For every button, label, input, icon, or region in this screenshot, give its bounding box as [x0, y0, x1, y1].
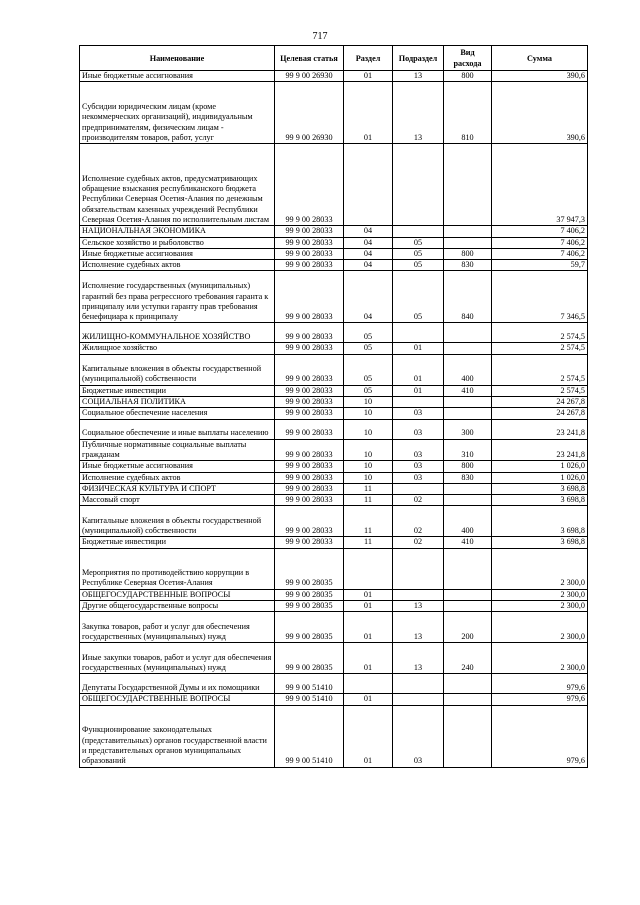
cell-section — [344, 548, 393, 589]
cell-target: 99 9 00 28033 — [275, 271, 344, 323]
table-row — [80, 397, 588, 408]
cell-target: 99 9 00 51410 — [275, 674, 344, 694]
cell-sum: 24 267,8 — [492, 408, 588, 419]
cell-section: 01 — [344, 71, 393, 82]
cell-section: 10 — [344, 419, 393, 439]
table-row — [80, 612, 588, 643]
cell-subsection: 03 — [393, 705, 444, 767]
cell-sum: 24 267,8 — [492, 397, 588, 408]
cell-sum: 7 406,2 — [492, 226, 588, 237]
cell-name: Иные бюджетные ассигнования — [80, 71, 275, 82]
table-row — [80, 237, 588, 248]
cell-type: 830 — [444, 472, 492, 483]
page-number: 717 — [312, 31, 328, 42]
table-row — [80, 419, 588, 439]
cell-name: СОЦИАЛЬНАЯ ПОЛИТИКА — [80, 397, 275, 408]
table-row — [80, 260, 588, 271]
cell-subsection: 05 — [393, 271, 444, 323]
cell-type — [444, 495, 492, 506]
cell-sum: 2 574,5 — [492, 354, 588, 385]
cell-name: Жилищное хозяйство — [80, 343, 275, 354]
cell-target: 99 9 00 28033 — [275, 343, 344, 354]
cell-name: Сельское хозяйство и рыболовство — [80, 237, 275, 248]
cell-subsection: 02 — [393, 506, 444, 537]
cell-sum: 390,6 — [492, 82, 588, 144]
cell-section: 10 — [344, 439, 393, 461]
cell-name: Другие общегосударственные вопросы — [80, 601, 275, 612]
cell-name: ОБЩЕГОСУДАРСТВЕННЫЕ ВОПРОСЫ — [80, 589, 275, 600]
cell-target: 99 9 00 28033 — [275, 248, 344, 259]
cell-sum: 979,6 — [492, 705, 588, 767]
cell-sum: 23 241,8 — [492, 419, 588, 439]
table-row — [80, 674, 588, 694]
table-row — [80, 548, 588, 589]
table-header-row — [80, 46, 588, 71]
cell-subsection: 05 — [393, 237, 444, 248]
cell-sum: 2 574,5 — [492, 323, 588, 343]
cell-type: 810 — [444, 82, 492, 144]
cell-section — [344, 674, 393, 694]
cell-target: 99 9 00 28035 — [275, 612, 344, 643]
table-row — [80, 601, 588, 612]
cell-target: 99 9 00 28033 — [275, 323, 344, 343]
cell-target: 99 9 00 28035 — [275, 601, 344, 612]
cell-type — [444, 408, 492, 419]
table-row — [80, 323, 588, 343]
cell-name: Бюджетные инвестиции — [80, 385, 275, 396]
cell-target: 99 9 00 28033 — [275, 385, 344, 396]
cell-type — [444, 226, 492, 237]
table-row — [80, 589, 588, 600]
cell-section: 10 — [344, 397, 393, 408]
cell-target: 99 9 00 51410 — [275, 694, 344, 705]
cell-section: 01 — [344, 612, 393, 643]
cell-section: 10 — [344, 461, 393, 472]
cell-name: Капитальные вложения в объекты государственной (муниципальной) собственности — [80, 354, 275, 385]
cell-target: 99 9 00 28033 — [275, 144, 344, 226]
cell-section: 01 — [344, 601, 393, 612]
cell-target: 99 9 00 28033 — [275, 483, 344, 494]
cell-name: Социальное обеспечение населения — [80, 408, 275, 419]
cell-target: 99 9 00 28035 — [275, 548, 344, 589]
cell-type: 410 — [444, 537, 492, 548]
cell-target: 99 9 00 28033 — [275, 472, 344, 483]
cell-name: Публичные нормативные социальные выплаты гражданам — [80, 439, 275, 461]
cell-sum: 7 346,5 — [492, 271, 588, 323]
table-row — [80, 226, 588, 237]
cell-subsection — [393, 483, 444, 494]
cell-type — [444, 601, 492, 612]
cell-type: 400 — [444, 506, 492, 537]
cell-subsection: 03 — [393, 439, 444, 461]
cell-target: 99 9 00 28033 — [275, 461, 344, 472]
cell-target: 99 9 00 26930 — [275, 71, 344, 82]
cell-subsection — [393, 694, 444, 705]
cell-subsection: 13 — [393, 612, 444, 643]
cell-name: Капитальные вложения в объекты государственной (муниципальной) собственности — [80, 506, 275, 537]
cell-subsection: 13 — [393, 71, 444, 82]
cell-name: НАЦИОНАЛЬНАЯ ЭКОНОМИКА — [80, 226, 275, 237]
cell-name: Иные бюджетные ассигнования — [80, 461, 275, 472]
cell-name: ОБЩЕГОСУДАРСТВЕННЫЕ ВОПРОСЫ — [80, 694, 275, 705]
cell-section: 05 — [344, 354, 393, 385]
table-row — [80, 483, 588, 494]
cell-section: 01 — [344, 82, 393, 144]
cell-sum: 979,6 — [492, 694, 588, 705]
cell-subsection: 05 — [393, 248, 444, 259]
cell-target: 99 9 00 28035 — [275, 589, 344, 600]
cell-sum: 2 300,0 — [492, 601, 588, 612]
cell-type — [444, 144, 492, 226]
cell-target: 99 9 00 28033 — [275, 260, 344, 271]
cell-type: 830 — [444, 260, 492, 271]
cell-sum: 2 300,0 — [492, 589, 588, 600]
table-row — [80, 71, 588, 82]
cell-name: Социальное обеспечение и иные выплаты населению — [80, 419, 275, 439]
header-subsection: Подраздел — [393, 46, 444, 71]
cell-sum: 390,6 — [492, 71, 588, 82]
table-row — [80, 643, 588, 674]
cell-sum: 23 241,8 — [492, 439, 588, 461]
table-row — [80, 495, 588, 506]
cell-target: 99 9 00 28033 — [275, 408, 344, 419]
cell-type — [444, 397, 492, 408]
cell-sum: 59,7 — [492, 260, 588, 271]
cell-target: 99 9 00 28033 — [275, 354, 344, 385]
cell-target: 99 9 00 28033 — [275, 537, 344, 548]
cell-type: 410 — [444, 385, 492, 396]
cell-type: 800 — [444, 248, 492, 259]
cell-target: 99 9 00 28033 — [275, 506, 344, 537]
cell-name: ФИЗИЧЕСКАЯ КУЛЬТУРА И СПОРТ — [80, 483, 275, 494]
cell-subsection: 02 — [393, 495, 444, 506]
cell-section: 11 — [344, 506, 393, 537]
cell-target: 99 9 00 28033 — [275, 419, 344, 439]
cell-sum: 3 698,8 — [492, 495, 588, 506]
table-row — [80, 144, 588, 226]
cell-subsection: 13 — [393, 601, 444, 612]
cell-name: Массовый спорт — [80, 495, 275, 506]
cell-subsection: 03 — [393, 419, 444, 439]
cell-section: 11 — [344, 483, 393, 494]
cell-name: Мероприятия по противодействию коррупции в Республике Северная Осетия-Алания — [80, 548, 275, 589]
cell-sum: 2 574,5 — [492, 385, 588, 396]
cell-subsection — [393, 589, 444, 600]
cell-target: 99 9 00 26930 — [275, 82, 344, 144]
cell-type — [444, 674, 492, 694]
cell-name: Субсидии юридическим лицам (кроме некоммерческих организаций), индивидуальным предпринимателям, физическим лицам - производителям товаров, работ, услуг — [80, 82, 275, 144]
header-type: Вид расхода — [444, 46, 492, 71]
cell-subsection: 01 — [393, 343, 444, 354]
cell-subsection: 03 — [393, 472, 444, 483]
cell-sum: 3 698,8 — [492, 483, 588, 494]
cell-name: Иные закупки товаров, работ и услуг для обеспечения государственных (муниципальных) нужд — [80, 643, 275, 674]
cell-subsection — [393, 323, 444, 343]
cell-name: Исполнение судебных актов — [80, 260, 275, 271]
cell-section: 10 — [344, 472, 393, 483]
cell-sum: 1 026,0 — [492, 472, 588, 483]
cell-type: 840 — [444, 271, 492, 323]
cell-sum: 7 406,2 — [492, 248, 588, 259]
cell-type: 400 — [444, 354, 492, 385]
cell-subsection: 01 — [393, 354, 444, 385]
cell-type: 310 — [444, 439, 492, 461]
cell-section: 01 — [344, 643, 393, 674]
cell-name: Иные бюджетные ассигнования — [80, 248, 275, 259]
header-name: Наименование — [80, 46, 275, 71]
cell-target: 99 9 00 28033 — [275, 495, 344, 506]
table-row — [80, 461, 588, 472]
cell-target: 99 9 00 28033 — [275, 237, 344, 248]
cell-type: 800 — [444, 71, 492, 82]
cell-type: 300 — [444, 419, 492, 439]
cell-sum: 2 300,0 — [492, 612, 588, 643]
header-target: Целевая статья — [275, 46, 344, 71]
cell-name: Бюджетные инвестиции — [80, 537, 275, 548]
cell-subsection — [393, 226, 444, 237]
cell-type — [444, 483, 492, 494]
cell-section: 04 — [344, 271, 393, 323]
cell-name: Исполнение государственных (муниципальных) гарантий без права регрессного требования гаранта к принципалу или уступки гаранту прав требования бенефициара к принципалу — [80, 271, 275, 323]
cell-section: 11 — [344, 495, 393, 506]
cell-subsection: 02 — [393, 537, 444, 548]
cell-subsection — [393, 548, 444, 589]
cell-section: 10 — [344, 408, 393, 419]
cell-name: Функционирование законодательных (представительных) органов государственной власти и представительных органов муниципальных образований — [80, 705, 275, 767]
cell-name: Исполнение судебных актов, предусматривающих обращение взыскания республиканского бюджета Республики Северная Осетия-Алания по денежным обязательствам казенных учреждений Республики Северная Осетия-Алания по исполнительным листам — [80, 144, 275, 226]
cell-type: 800 — [444, 461, 492, 472]
table-row — [80, 694, 588, 705]
cell-subsection: 03 — [393, 461, 444, 472]
cell-type — [444, 323, 492, 343]
cell-section: 04 — [344, 226, 393, 237]
header-sum: Сумма — [492, 46, 588, 71]
table-row — [80, 408, 588, 419]
cell-sum: 7 406,2 — [492, 237, 588, 248]
cell-section: 04 — [344, 237, 393, 248]
cell-section: 01 — [344, 694, 393, 705]
cell-type — [444, 548, 492, 589]
cell-type — [444, 237, 492, 248]
cell-type — [444, 694, 492, 705]
cell-section: 01 — [344, 589, 393, 600]
cell-subsection — [393, 397, 444, 408]
cell-sum: 37 947,3 — [492, 144, 588, 226]
cell-sum: 979,6 — [492, 674, 588, 694]
table-row — [80, 705, 588, 767]
cell-subsection: 13 — [393, 643, 444, 674]
cell-section: 04 — [344, 260, 393, 271]
cell-sum: 1 026,0 — [492, 461, 588, 472]
cell-section: 05 — [344, 323, 393, 343]
cell-target: 99 9 00 28033 — [275, 397, 344, 408]
cell-type: 240 — [444, 643, 492, 674]
table-row — [80, 343, 588, 354]
cell-name: Исполнение судебных актов — [80, 472, 275, 483]
cell-subsection — [393, 144, 444, 226]
cell-sum: 2 574,5 — [492, 343, 588, 354]
cell-type — [444, 705, 492, 767]
table-row — [80, 472, 588, 483]
cell-section: 11 — [344, 537, 393, 548]
cell-target: 99 9 00 28035 — [275, 643, 344, 674]
cell-subsection: 03 — [393, 408, 444, 419]
cell-name: Закупка товаров, работ и услуг для обеспечения государственных (муниципальных) нужд — [80, 612, 275, 643]
table-row — [80, 506, 588, 537]
table-row — [80, 82, 588, 144]
cell-section — [344, 144, 393, 226]
cell-name: ЖИЛИЩНО-КОММУНАЛЬНОЕ ХОЗЯЙСТВО — [80, 323, 275, 343]
cell-sum: 3 698,8 — [492, 537, 588, 548]
cell-type: 200 — [444, 612, 492, 643]
table-row — [80, 271, 588, 323]
cell-sum: 2 300,0 — [492, 548, 588, 589]
cell-target: 99 9 00 51410 — [275, 705, 344, 767]
cell-target: 99 9 00 28033 — [275, 226, 344, 237]
cell-sum: 3 698,8 — [492, 506, 588, 537]
cell-subsection: 13 — [393, 82, 444, 144]
cell-subsection: 05 — [393, 260, 444, 271]
table-row — [80, 439, 588, 461]
table-row — [80, 385, 588, 396]
cell-section: 01 — [344, 705, 393, 767]
cell-target: 99 9 00 28033 — [275, 439, 344, 461]
cell-section: 05 — [344, 343, 393, 354]
table-row — [80, 354, 588, 385]
cell-name: Депутаты Государственной Думы и их помощники — [80, 674, 275, 694]
table-row — [80, 537, 588, 548]
cell-section: 04 — [344, 248, 393, 259]
cell-section: 05 — [344, 385, 393, 396]
cell-sum: 2 300,0 — [492, 643, 588, 674]
budget-table — [79, 45, 588, 768]
cell-type — [444, 589, 492, 600]
cell-type — [444, 343, 492, 354]
cell-subsection: 01 — [393, 385, 444, 396]
table-row — [80, 248, 588, 259]
cell-subsection — [393, 674, 444, 694]
header-section: Раздел — [344, 46, 393, 71]
